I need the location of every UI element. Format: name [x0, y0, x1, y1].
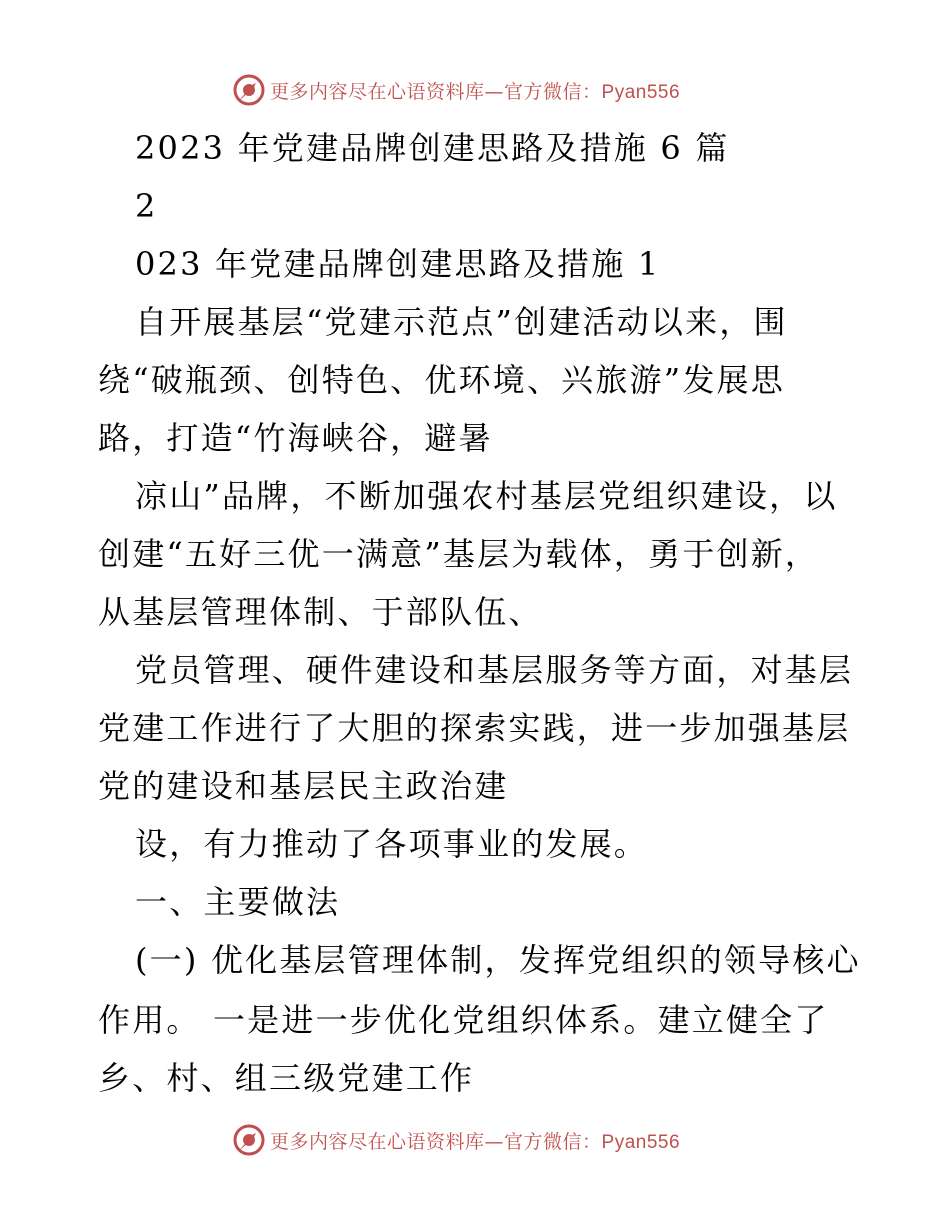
brush-logo-icon [232, 73, 266, 107]
text-line: 乡、村、组三级党建工作 [98, 1059, 475, 1097]
watermark-text: 更多内容尽在心语资料库—官方微信：Pyan556 [270, 1130, 681, 1153]
text-line: 绕“破瓶颈、创特色、优环境、兴旅游”发展思 [98, 361, 785, 399]
watermark-banner-top [232, 70, 680, 110]
text-line: 作用。 一是进一步优化党组织体系。建立健全了 [98, 1001, 829, 1039]
watermark-text: 更多内容尽在心语资料库—官方微信：Pyan556 [270, 80, 681, 103]
subsection-heading: (一) 优化基层管理体制，发挥党组织的领导核心 [135, 941, 861, 979]
text-line: 党员管理、硬件建设和基层服务等方面，对基层 [135, 651, 854, 689]
text-line: 路，打造“竹海峡谷，避暑 [98, 419, 493, 457]
text-line: 从基层管理体制、于部队伍、 [98, 593, 543, 631]
text-line: 2 [135, 187, 158, 225]
brush-logo-icon [232, 1123, 266, 1157]
section-heading: 一、主要做法 [135, 883, 341, 921]
watermark-banner-bottom [232, 1120, 680, 1160]
text-line: 凉山”品牌，不断加强农村基层党组织建设，以 [135, 477, 838, 515]
text-line: 设，有力推动了各项事业的发展。 [135, 825, 649, 863]
section-title: 023 年党建品牌创建思路及措施 1 [135, 245, 661, 283]
text-line: 创建“五好三优一满意”基层为载体，勇于创新， [98, 535, 820, 573]
text-line: 党建工作进行了大胆的探索实践，进一步加强基层 [98, 709, 851, 747]
text-line: 党的建设和基层民主政治建 [98, 767, 509, 805]
document-title: 2023 年党建品牌创建思路及措施 6 篇 [135, 129, 730, 167]
text-line: 自开展基层“党建示范点”创建活动以来，围 [135, 303, 788, 341]
